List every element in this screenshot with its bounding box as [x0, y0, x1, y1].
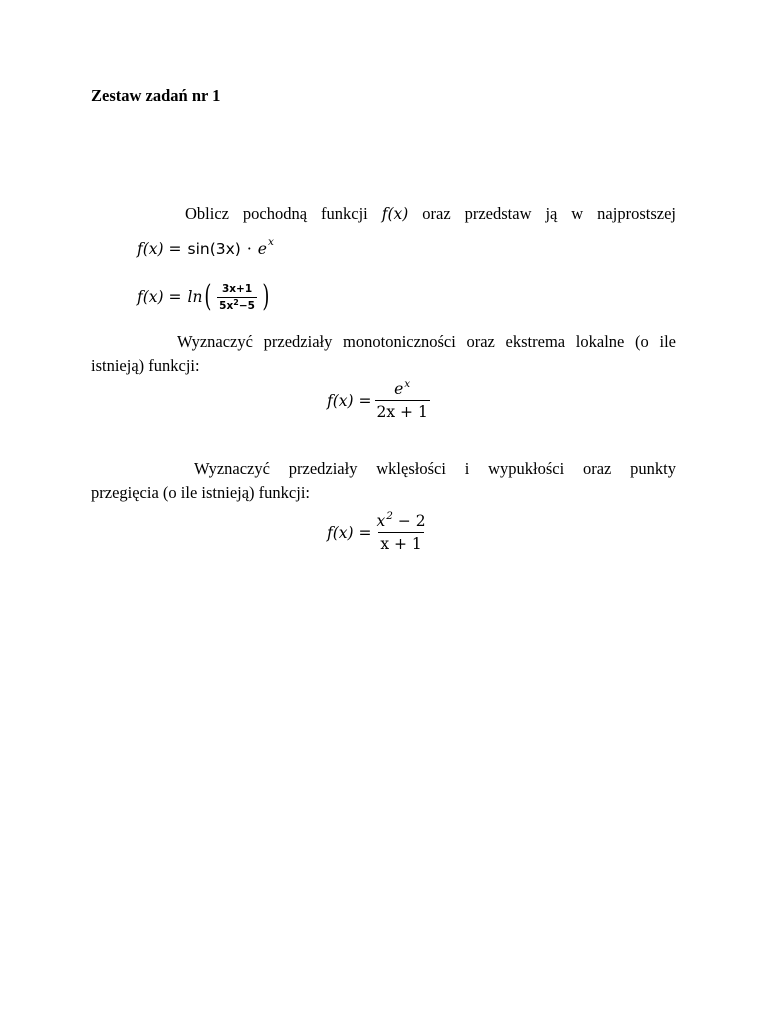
formula-4-lhs: f(x) = — [327, 523, 372, 542]
formula-1-exp: x — [267, 236, 274, 248]
document-title: Zestaw zadań nr 1 — [91, 86, 221, 105]
formula-3-fraction — [375, 380, 430, 421]
formula-1-dot: · — [246, 240, 252, 258]
exercise-2-line-2: istnieją) funkcji: — [91, 356, 200, 375]
formula-4-num-rest: − 2 — [397, 512, 426, 530]
formula-4 — [327, 512, 431, 553]
formula-2-close-paren: ) — [262, 279, 270, 314]
exercise-3-text — [91, 457, 676, 505]
formula-2-den-rest: −5 — [238, 299, 255, 312]
exercise-2-text — [91, 330, 676, 378]
exercise-2-line-1: Wyznaczyć przedziały monotoniczności oraz ekstrema lokalne (o ile — [177, 332, 676, 351]
formula-1-base: e — [257, 240, 267, 258]
formula-3-denominator: 2x + 1 — [375, 400, 430, 421]
formula-2-den-base: 5x — [219, 299, 234, 312]
formula-3-lhs: f(x) = — [327, 391, 372, 410]
formula-2-open-paren: ( — [204, 279, 212, 314]
exercise-1-text-after: oraz przedstaw ją w najprostszej — [422, 204, 676, 223]
formula-2-numerator: 3x+1 — [221, 282, 253, 295]
formula-2-denominator — [217, 297, 257, 312]
exercise-1-text-before: Oblicz pochodną funkcji — [185, 204, 368, 223]
formula-3-num-base: e — [394, 380, 404, 398]
formula-4-numerator — [375, 512, 428, 532]
formula-3 — [327, 380, 433, 421]
formula-2-fraction — [217, 283, 257, 312]
exercise-1-line — [185, 202, 676, 226]
formula-4-num-base: x — [376, 512, 386, 530]
exercise-3-line-2: przegięcia (o ile istnieją) funkcji: — [91, 483, 310, 502]
exercise-3-line-1: Wyznaczyć przedziały wklęsłości i wypukłości oraz punkty — [194, 459, 676, 478]
formula-4-fraction — [375, 512, 428, 553]
formula-3-num-exp: x — [404, 378, 411, 390]
formula-2-lhs: f(x) = — [137, 288, 182, 306]
formula-1 — [137, 236, 274, 258]
formula-1-lhs: f(x) = — [137, 240, 182, 258]
formula-2-den-exp: 2 — [233, 297, 239, 307]
formula-1-fn: sin(3x) — [187, 240, 241, 258]
formula-3-numerator — [392, 380, 412, 400]
formula-4-denominator: x + 1 — [378, 532, 423, 553]
exercise-1-text — [91, 202, 676, 226]
formula-2 — [137, 279, 272, 314]
formula-2-fn: ln — [187, 288, 203, 306]
exercise-1-inline-math: f(x) — [381, 205, 409, 223]
formula-4-num-exp: 2 — [386, 510, 393, 522]
